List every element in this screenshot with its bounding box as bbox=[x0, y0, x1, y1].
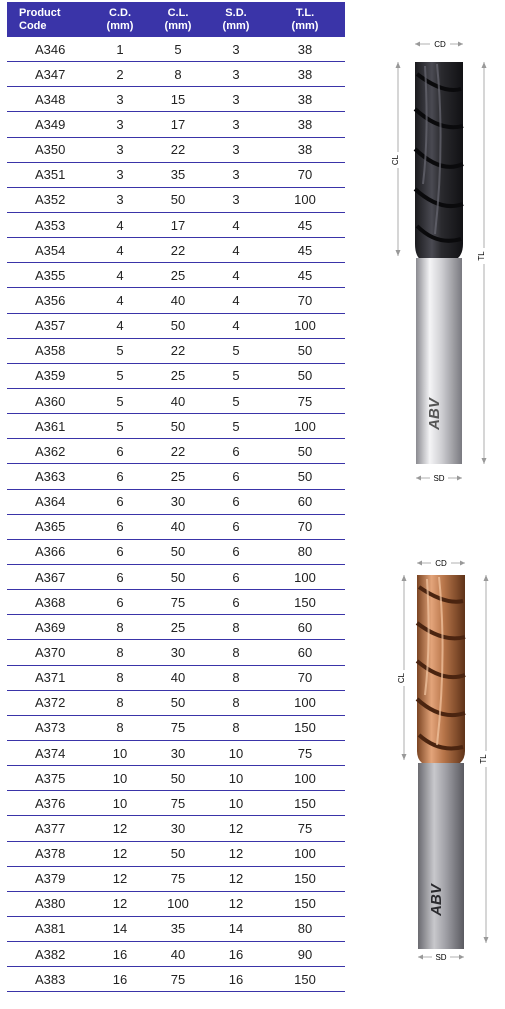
cl-cell: 22 bbox=[149, 338, 207, 363]
product-code-cell: A348 bbox=[7, 87, 91, 112]
cl-arrow-top bbox=[402, 575, 407, 581]
cd-cell: 6 bbox=[91, 539, 149, 564]
cl-cell: 25 bbox=[149, 464, 207, 489]
cd-cell: 10 bbox=[91, 766, 149, 791]
cd-cell: 6 bbox=[91, 439, 149, 464]
cl-cell: 22 bbox=[149, 137, 207, 162]
cl-cell: 50 bbox=[149, 841, 207, 866]
header-row bbox=[7, 2, 345, 37]
cl-arrow-top bbox=[396, 62, 401, 68]
header-line: S.D. bbox=[225, 6, 247, 19]
cl-cell: 50 bbox=[149, 187, 207, 212]
sd-label: SD bbox=[433, 474, 445, 483]
table-row bbox=[7, 715, 345, 740]
cl-cell: 50 bbox=[149, 766, 207, 791]
cd-cell: 4 bbox=[91, 263, 149, 288]
table-row bbox=[7, 137, 345, 162]
sd-cell: 5 bbox=[207, 363, 265, 388]
product-code-cell: A354 bbox=[7, 238, 91, 263]
black-tool-shank bbox=[416, 258, 462, 464]
header-line: (mm) bbox=[291, 19, 319, 32]
cl-cell: 35 bbox=[149, 916, 207, 941]
product-code-cell: A364 bbox=[7, 489, 91, 514]
product-code-cell: A382 bbox=[7, 942, 91, 967]
tl-cell: 100 bbox=[265, 564, 345, 589]
tl-cell: 80 bbox=[265, 539, 345, 564]
cl-cell: 17 bbox=[149, 212, 207, 237]
brand-logo: ABV bbox=[428, 884, 445, 916]
cl-arrow-bottom bbox=[402, 754, 407, 760]
table-row bbox=[7, 288, 345, 313]
sd-cell: 6 bbox=[207, 439, 265, 464]
table-body bbox=[7, 37, 345, 992]
sd-cell: 3 bbox=[207, 62, 265, 87]
tl-cell: 75 bbox=[265, 740, 345, 765]
tl-cell: 50 bbox=[265, 363, 345, 388]
tl-cell: 50 bbox=[265, 338, 345, 363]
bronze-end-mill-diagram bbox=[385, 555, 500, 965]
product-code-cell: A352 bbox=[7, 187, 91, 212]
product-code-cell: A360 bbox=[7, 388, 91, 413]
sd-cell: 6 bbox=[207, 464, 265, 489]
cd-arrow-right bbox=[460, 561, 465, 566]
cl-cell: 15 bbox=[149, 87, 207, 112]
tl-cell: 150 bbox=[265, 866, 345, 891]
tl-cell: 38 bbox=[265, 37, 345, 62]
cl-cell: 50 bbox=[149, 539, 207, 564]
product-code-cell: A370 bbox=[7, 640, 91, 665]
tl-cell: 100 bbox=[265, 766, 345, 791]
tl-cell: 60 bbox=[265, 489, 345, 514]
sd-cell: 10 bbox=[207, 766, 265, 791]
table-row bbox=[7, 313, 345, 338]
table-row bbox=[7, 212, 345, 237]
cl-cell: 25 bbox=[149, 363, 207, 388]
product-code-cell: A350 bbox=[7, 137, 91, 162]
product-code-cell: A361 bbox=[7, 414, 91, 439]
table-row bbox=[7, 162, 345, 187]
cl-cell: 75 bbox=[149, 866, 207, 891]
tl-label: TL bbox=[477, 251, 486, 261]
header-line: C.D. bbox=[109, 6, 131, 19]
cl-label: CL bbox=[391, 154, 400, 166]
product-code-cell: A355 bbox=[7, 263, 91, 288]
product-code-cell: A368 bbox=[7, 590, 91, 615]
brand-logo: ABV bbox=[426, 398, 443, 430]
product-code-cell: A380 bbox=[7, 891, 91, 916]
cd-cell: 6 bbox=[91, 564, 149, 589]
cd-cell: 4 bbox=[91, 238, 149, 263]
cl-cell: 25 bbox=[149, 263, 207, 288]
cl-cell: 75 bbox=[149, 715, 207, 740]
bronze-tool-shank bbox=[418, 763, 464, 949]
header-line: (mm) bbox=[164, 19, 192, 32]
cd-cell: 10 bbox=[91, 791, 149, 816]
cl-cell: 22 bbox=[149, 238, 207, 263]
tl-cell: 75 bbox=[265, 816, 345, 841]
cd-cell: 5 bbox=[91, 363, 149, 388]
cd-cell: 8 bbox=[91, 665, 149, 690]
header-line: T.L. bbox=[295, 6, 315, 19]
header-line: (mm) bbox=[106, 19, 134, 32]
sd-cell: 10 bbox=[207, 740, 265, 765]
cd-cell: 4 bbox=[91, 313, 149, 338]
sd-cell: 8 bbox=[207, 665, 265, 690]
table-row bbox=[7, 37, 345, 62]
sd-cell: 3 bbox=[207, 112, 265, 137]
table-row bbox=[7, 766, 345, 791]
tl-cell: 90 bbox=[265, 942, 345, 967]
cd-cell: 10 bbox=[91, 740, 149, 765]
product-code-cell: A351 bbox=[7, 162, 91, 187]
table-row bbox=[7, 791, 345, 816]
sd-cell: 12 bbox=[207, 816, 265, 841]
product-code-cell: A358 bbox=[7, 338, 91, 363]
cl-cell: 50 bbox=[149, 564, 207, 589]
tl-cell: 38 bbox=[265, 137, 345, 162]
tl-cell: 45 bbox=[265, 212, 345, 237]
tl-cell: 100 bbox=[265, 313, 345, 338]
table-row bbox=[7, 87, 345, 112]
product-code-cell: A365 bbox=[7, 514, 91, 539]
product-code-cell: A356 bbox=[7, 288, 91, 313]
cl-cell: 22 bbox=[149, 439, 207, 464]
tl-arrow-bottom bbox=[482, 458, 487, 464]
sd-cell: 8 bbox=[207, 640, 265, 665]
sd-cell: 12 bbox=[207, 866, 265, 891]
header-sd bbox=[207, 2, 265, 37]
sd-arrow-right bbox=[457, 476, 462, 481]
sd-cell: 3 bbox=[207, 37, 265, 62]
cd-cell: 16 bbox=[91, 942, 149, 967]
product-code-cell: A376 bbox=[7, 791, 91, 816]
header-line: Product bbox=[19, 6, 61, 19]
tl-cell: 70 bbox=[265, 514, 345, 539]
table-row bbox=[7, 263, 345, 288]
table-row bbox=[7, 841, 345, 866]
table-row bbox=[7, 338, 345, 363]
cd-arrow-left bbox=[415, 42, 420, 47]
product-code-cell: A383 bbox=[7, 967, 91, 992]
cd-cell: 3 bbox=[91, 162, 149, 187]
tl-cell: 50 bbox=[265, 464, 345, 489]
cd-cell: 8 bbox=[91, 715, 149, 740]
sd-cell: 8 bbox=[207, 690, 265, 715]
header-line: Code bbox=[19, 19, 47, 32]
cl-cell: 5 bbox=[149, 37, 207, 62]
cd-cell: 4 bbox=[91, 288, 149, 313]
sd-arrow-right bbox=[459, 955, 464, 960]
cl-cell: 35 bbox=[149, 162, 207, 187]
cd-cell: 3 bbox=[91, 137, 149, 162]
sd-cell: 6 bbox=[207, 564, 265, 589]
cd-cell: 8 bbox=[91, 640, 149, 665]
sd-arrow-left bbox=[418, 955, 423, 960]
cl-cell: 30 bbox=[149, 816, 207, 841]
product-code-cell: A375 bbox=[7, 766, 91, 791]
cl-cell: 8 bbox=[149, 62, 207, 87]
cl-cell: 75 bbox=[149, 590, 207, 615]
cl-cell: 40 bbox=[149, 388, 207, 413]
cl-arrow-bottom bbox=[396, 250, 401, 256]
table-row bbox=[7, 967, 345, 992]
header-line: C.L. bbox=[167, 6, 189, 19]
product-code-cell: A359 bbox=[7, 363, 91, 388]
table-row bbox=[7, 615, 345, 640]
tl-cell: 150 bbox=[265, 715, 345, 740]
cl-cell: 30 bbox=[149, 489, 207, 514]
sd-cell: 6 bbox=[207, 489, 265, 514]
sd-cell: 16 bbox=[207, 967, 265, 992]
tl-cell: 60 bbox=[265, 615, 345, 640]
cd-cell: 3 bbox=[91, 187, 149, 212]
product-code-cell: A381 bbox=[7, 916, 91, 941]
cd-arrow-right bbox=[458, 42, 463, 47]
tl-cell: 50 bbox=[265, 439, 345, 464]
cd-cell: 2 bbox=[91, 62, 149, 87]
sd-cell: 3 bbox=[207, 187, 265, 212]
table-row bbox=[7, 388, 345, 413]
sd-cell: 4 bbox=[207, 263, 265, 288]
table-row bbox=[7, 238, 345, 263]
cl-cell: 25 bbox=[149, 615, 207, 640]
tl-label: TL bbox=[479, 754, 488, 764]
tl-cell: 150 bbox=[265, 891, 345, 916]
cl-cell: 75 bbox=[149, 967, 207, 992]
table-row bbox=[7, 690, 345, 715]
sd-cell: 5 bbox=[207, 388, 265, 413]
table-row bbox=[7, 464, 345, 489]
cd-cell: 8 bbox=[91, 690, 149, 715]
cd-cell: 6 bbox=[91, 489, 149, 514]
product-code-cell: A363 bbox=[7, 464, 91, 489]
cd-cell: 6 bbox=[91, 464, 149, 489]
table-row bbox=[7, 112, 345, 137]
product-code-cell: A372 bbox=[7, 690, 91, 715]
sd-cell: 6 bbox=[207, 514, 265, 539]
product-code-cell: A366 bbox=[7, 539, 91, 564]
sd-cell: 10 bbox=[207, 791, 265, 816]
table-row bbox=[7, 539, 345, 564]
tl-cell: 150 bbox=[265, 967, 345, 992]
sd-arrow-left bbox=[416, 476, 421, 481]
sd-cell: 3 bbox=[207, 162, 265, 187]
cd-cell: 6 bbox=[91, 590, 149, 615]
table-row bbox=[7, 740, 345, 765]
spec-table bbox=[7, 2, 345, 992]
cd-cell: 12 bbox=[91, 891, 149, 916]
tl-arrow-top bbox=[482, 62, 487, 68]
table-row bbox=[7, 414, 345, 439]
sd-cell: 4 bbox=[207, 313, 265, 338]
product-code-cell: A362 bbox=[7, 439, 91, 464]
tl-arrow-bottom bbox=[484, 937, 489, 943]
tl-arrow-top bbox=[484, 575, 489, 581]
sd-cell: 4 bbox=[207, 288, 265, 313]
sd-cell: 4 bbox=[207, 212, 265, 237]
cd-cell: 1 bbox=[91, 37, 149, 62]
header-tl bbox=[265, 2, 345, 37]
table-row bbox=[7, 489, 345, 514]
tl-cell: 70 bbox=[265, 288, 345, 313]
cd-cell: 5 bbox=[91, 388, 149, 413]
cd-cell: 6 bbox=[91, 514, 149, 539]
tl-cell: 38 bbox=[265, 62, 345, 87]
tl-cell: 150 bbox=[265, 590, 345, 615]
header-cd bbox=[91, 2, 149, 37]
product-code-cell: A371 bbox=[7, 665, 91, 690]
table-row bbox=[7, 816, 345, 841]
table-row bbox=[7, 640, 345, 665]
tl-cell: 150 bbox=[265, 791, 345, 816]
sd-cell: 12 bbox=[207, 841, 265, 866]
table-row bbox=[7, 590, 345, 615]
product-code-cell: A369 bbox=[7, 615, 91, 640]
cl-cell: 40 bbox=[149, 665, 207, 690]
tl-cell: 70 bbox=[265, 162, 345, 187]
cd-arrow-left bbox=[417, 561, 422, 566]
product-code-cell: A378 bbox=[7, 841, 91, 866]
cl-cell: 40 bbox=[149, 514, 207, 539]
product-code-cell: A349 bbox=[7, 112, 91, 137]
product-code-cell: A379 bbox=[7, 866, 91, 891]
table-row bbox=[7, 363, 345, 388]
cl-cell: 50 bbox=[149, 414, 207, 439]
cd-cell: 16 bbox=[91, 967, 149, 992]
table-row bbox=[7, 439, 345, 464]
table-row bbox=[7, 942, 345, 967]
sd-cell: 5 bbox=[207, 414, 265, 439]
tl-cell: 45 bbox=[265, 238, 345, 263]
tl-cell: 80 bbox=[265, 916, 345, 941]
cd-cell: 3 bbox=[91, 87, 149, 112]
sd-cell: 6 bbox=[207, 539, 265, 564]
cd-cell: 5 bbox=[91, 414, 149, 439]
table-row bbox=[7, 665, 345, 690]
cl-cell: 40 bbox=[149, 942, 207, 967]
tl-cell: 38 bbox=[265, 112, 345, 137]
table-row bbox=[7, 564, 345, 589]
sd-label: SD bbox=[435, 953, 447, 962]
table-row bbox=[7, 916, 345, 941]
sd-cell: 14 bbox=[207, 916, 265, 941]
sd-cell: 4 bbox=[207, 238, 265, 263]
cd-label: CD bbox=[434, 40, 446, 49]
table-row bbox=[7, 187, 345, 212]
product-code-cell: A374 bbox=[7, 740, 91, 765]
tl-cell: 70 bbox=[265, 665, 345, 690]
sd-cell: 5 bbox=[207, 338, 265, 363]
cd-cell: 4 bbox=[91, 212, 149, 237]
tl-cell: 38 bbox=[265, 87, 345, 112]
cd-label: CD bbox=[435, 559, 447, 568]
sd-cell: 8 bbox=[207, 715, 265, 740]
cd-cell: 12 bbox=[91, 841, 149, 866]
product-code-cell: A347 bbox=[7, 62, 91, 87]
cl-cell: 50 bbox=[149, 690, 207, 715]
product-code-cell: A346 bbox=[7, 37, 91, 62]
table-row bbox=[7, 62, 345, 87]
table-row bbox=[7, 891, 345, 916]
header-cl bbox=[149, 2, 207, 37]
tl-cell: 75 bbox=[265, 388, 345, 413]
cl-label: CL bbox=[397, 672, 406, 684]
header-product-code bbox=[7, 2, 91, 37]
tl-cell: 100 bbox=[265, 690, 345, 715]
product-code-cell: A377 bbox=[7, 816, 91, 841]
cd-cell: 5 bbox=[91, 338, 149, 363]
cl-cell: 75 bbox=[149, 791, 207, 816]
sd-cell: 3 bbox=[207, 137, 265, 162]
header-line: (mm) bbox=[222, 19, 250, 32]
cl-cell: 30 bbox=[149, 740, 207, 765]
cl-cell: 17 bbox=[149, 112, 207, 137]
product-code-cell: A357 bbox=[7, 313, 91, 338]
cl-cell: 100 bbox=[149, 891, 207, 916]
cl-cell: 30 bbox=[149, 640, 207, 665]
cd-cell: 12 bbox=[91, 816, 149, 841]
tl-cell: 100 bbox=[265, 841, 345, 866]
sd-cell: 12 bbox=[207, 891, 265, 916]
product-code-cell: A367 bbox=[7, 564, 91, 589]
cd-cell: 14 bbox=[91, 916, 149, 941]
cd-cell: 3 bbox=[91, 112, 149, 137]
sd-cell: 8 bbox=[207, 615, 265, 640]
sd-cell: 16 bbox=[207, 942, 265, 967]
tl-cell: 60 bbox=[265, 640, 345, 665]
tl-cell: 100 bbox=[265, 414, 345, 439]
black-end-mill-diagram bbox=[385, 34, 500, 486]
tl-cell: 45 bbox=[265, 263, 345, 288]
sd-cell: 3 bbox=[207, 87, 265, 112]
tl-cell: 100 bbox=[265, 187, 345, 212]
product-code-cell: A353 bbox=[7, 212, 91, 237]
product-code-cell: A373 bbox=[7, 715, 91, 740]
table-row bbox=[7, 514, 345, 539]
cd-cell: 12 bbox=[91, 866, 149, 891]
sd-cell: 6 bbox=[207, 590, 265, 615]
cl-cell: 50 bbox=[149, 313, 207, 338]
cl-cell: 40 bbox=[149, 288, 207, 313]
cd-cell: 8 bbox=[91, 615, 149, 640]
table-row bbox=[7, 866, 345, 891]
